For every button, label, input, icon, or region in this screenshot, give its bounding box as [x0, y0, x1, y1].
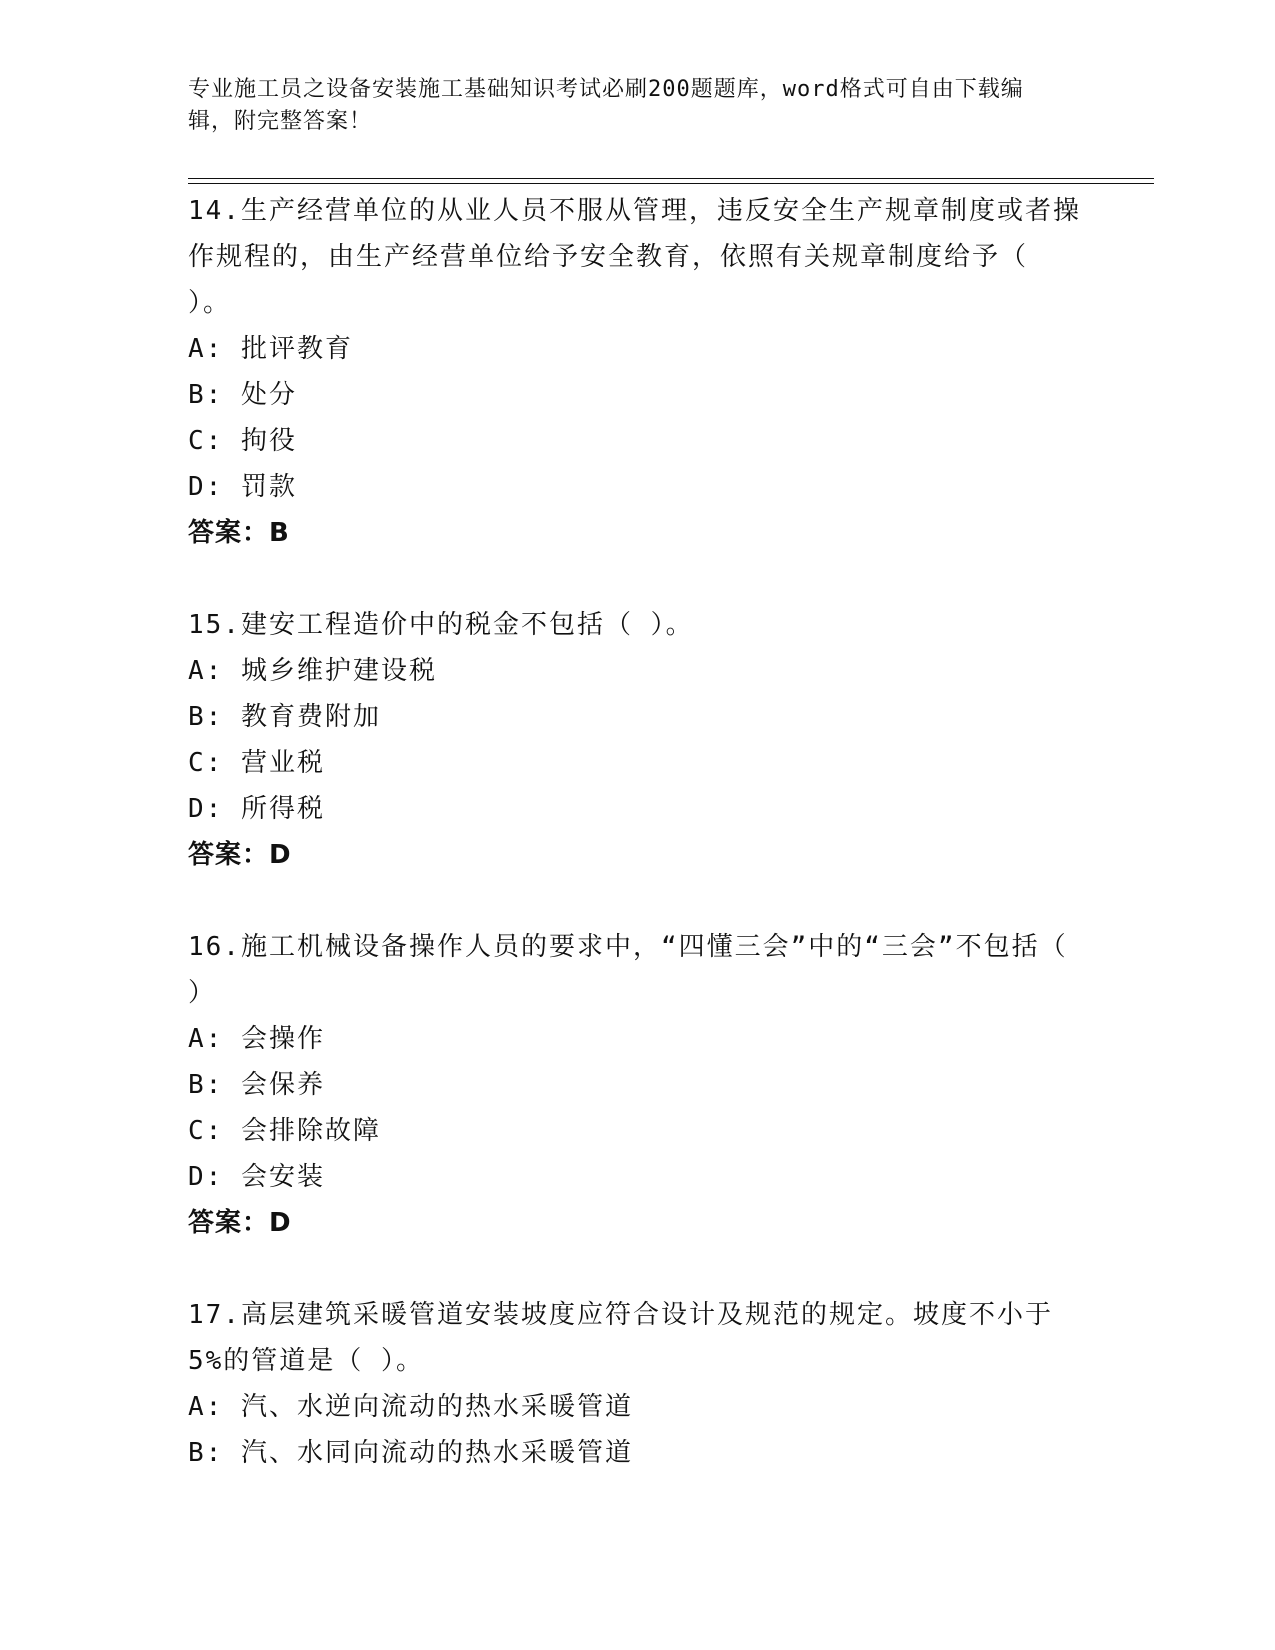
option-c: C: 会排除故障: [188, 1116, 381, 1146]
question-16: [188, 924, 1088, 1246]
option-d: D: 会安装: [188, 1162, 325, 1192]
option-d: D: 所得税: [188, 794, 325, 824]
answer-label: 答案：D: [188, 840, 292, 870]
option-d: D: 罚款: [188, 472, 297, 502]
question-text: 14.生产经营单位的从业人员不服从管理，违反安全生产规章制度或者操作规程的，由生产经营单位给予安全教育，依照有关规章制度给予（ ）。: [188, 196, 1081, 318]
question-15: [188, 602, 1088, 878]
question-text: 16.施工机械设备操作人员的要求中，“四懂三会”中的“三会”不包括（ ）: [188, 932, 1068, 1008]
answer-label: 答案：D: [188, 1208, 292, 1238]
question-text: 15.建安工程造价中的税金不包括（ ）。: [188, 610, 694, 640]
option-c: C: 拘役: [188, 426, 297, 456]
option-b: B: 汽、水同向流动的热水采暖管道: [188, 1438, 633, 1468]
question-list: [188, 188, 1088, 1522]
question-text: 17.高层建筑采暖管道安装坡度应符合设计及规范的规定。坡度不小于5%的管道是（ ）。: [188, 1300, 1053, 1376]
option-b: B: 处分: [188, 380, 297, 410]
option-a: A: 汽、水逆向流动的热水采暖管道: [188, 1392, 633, 1422]
option-a: A: 会操作: [188, 1024, 325, 1054]
option-c: C: 营业税: [188, 748, 325, 778]
question-14: [188, 188, 1088, 556]
header-divider-top: [188, 178, 1154, 179]
question-17: [188, 1292, 1088, 1476]
option-b: B: 教育费附加: [188, 702, 381, 732]
document-header: 专业施工员之设备安装施工基础知识考试必刷200题题库，word格式可自由下载编辑，附完整答案！: [188, 77, 1024, 134]
option-b: B: 会保养: [188, 1070, 325, 1100]
header-divider-bottom: [188, 183, 1154, 184]
option-a: A: 批评教育: [188, 334, 353, 364]
answer-label: 答案：B: [188, 518, 290, 548]
option-a: A: 城乡维护建设税: [188, 656, 437, 686]
